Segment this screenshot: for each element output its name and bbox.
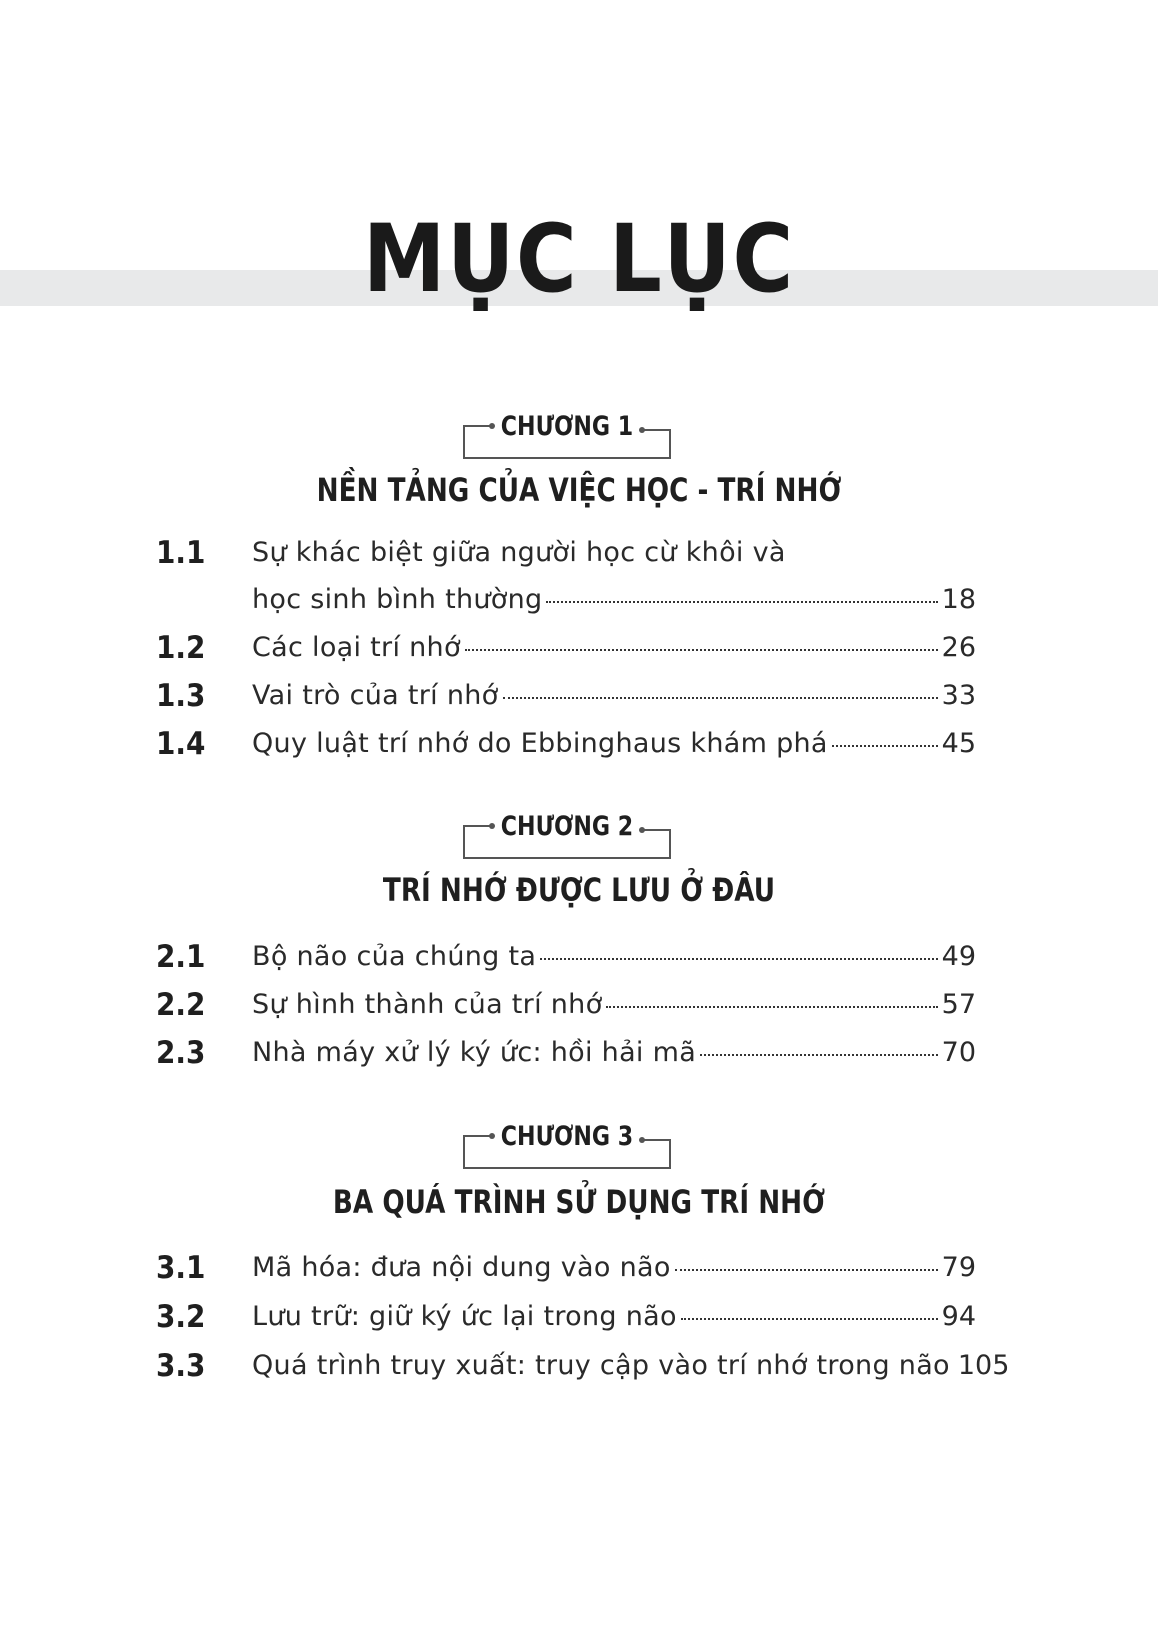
chapter-label: CHƯƠNG 1 [500,411,634,442]
toc-entry-2-2[interactable] [0,985,1158,1025]
entry-page-number: 26 [941,632,976,663]
entry-title: Nhà máy xử lý ký ức: hồi hải mã [252,1037,697,1068]
entry-page-number: 49 [941,941,976,972]
entry-title: Quy luật trí nhớ do Ebbinghaus khám phá [252,728,828,759]
entry-title: Các loại trí nhớ [252,632,461,663]
entry-page-number: 79 [941,1252,976,1283]
toc-entry-3-3[interactable] [0,1346,1158,1386]
dot-leader [832,744,938,747]
toc-entry-1-1[interactable] [0,533,1158,573]
entry-number: 3.1 [156,1250,206,1286]
toc-entry-1-4[interactable] [0,724,1158,764]
toc-entry-3-2[interactable] [0,1297,1158,1337]
entry-page-number: 33 [941,680,976,711]
entry-page-number: 45 [941,728,976,759]
entry-title: Bộ não của chúng ta [252,941,537,972]
entry-title: Lưu trữ: giữ ký ức lại trong não [252,1301,677,1332]
chapter-label: CHƯƠNG 3 [500,1121,634,1152]
entry-number: 1.1 [156,535,206,571]
toc-entry-2-1[interactable] [0,937,1158,977]
dot-leader [465,648,938,651]
entry-page-number: 18 [941,584,976,615]
toc-entry-2-3[interactable] [0,1033,1158,1073]
entry-page-number: 94 [941,1301,976,1332]
entry-page-number: 70 [941,1037,976,1068]
dot-leader [540,957,937,960]
entry-number: 2.1 [156,939,206,975]
entry-title: Quá trình truy xuất: truy cập vào trí nhớ trong não [252,1350,950,1381]
entry-title-line1: Sự khác biệt giữa người học cừ khôi và [252,537,786,568]
dot-leader [606,1005,937,1008]
entry-title: Mã hóa: đưa nội dung vào não [252,1252,671,1283]
dot-leader [675,1268,938,1271]
dot-leader [700,1053,938,1056]
toc-entry-3-1[interactable] [0,1248,1158,1288]
entry-number: 3.3 [156,1348,206,1384]
entry-title: Sự hình thành của trí nhớ [252,989,603,1020]
entry-number: 1.3 [156,678,206,714]
toc-entry-1-2[interactable] [0,628,1158,668]
chapter-1-tag [462,410,672,446]
entry-number: 1.2 [156,630,206,666]
entry-number: 2.3 [156,1035,206,1071]
dot-leader [546,600,937,603]
chapter-label: CHƯƠNG 2 [500,811,634,842]
dot-leader [681,1317,938,1320]
entry-number: 3.2 [156,1299,206,1335]
dot-leader [503,696,938,699]
entry-number: 2.2 [156,987,206,1023]
chapter-2-tag [462,810,672,846]
entry-number: 1.4 [156,726,206,762]
chapter-title: TRÍ NHỚ ĐƯỢC LƯU Ở ĐÂU [382,871,776,909]
page-title: MỤC LỤC [363,205,795,314]
entry-title: học sinh bình thường [252,584,543,615]
toc-entry-1-3[interactable] [0,676,1158,716]
chapter-title: BA QUÁ TRÌNH SỬ DỤNG TRÍ NHỚ [332,1183,826,1221]
toc-entry-1-1-cont[interactable] [0,580,1158,620]
entry-page-number: 57 [941,989,976,1020]
entry-title: Vai trò của trí nhớ [252,680,499,711]
chapter-title: NỀN TẢNG CỦA VIỆC HỌC - TRÍ NHỚ [316,471,842,509]
entry-page-number: 105 [957,1350,1010,1381]
chapter-3-tag [462,1120,672,1156]
